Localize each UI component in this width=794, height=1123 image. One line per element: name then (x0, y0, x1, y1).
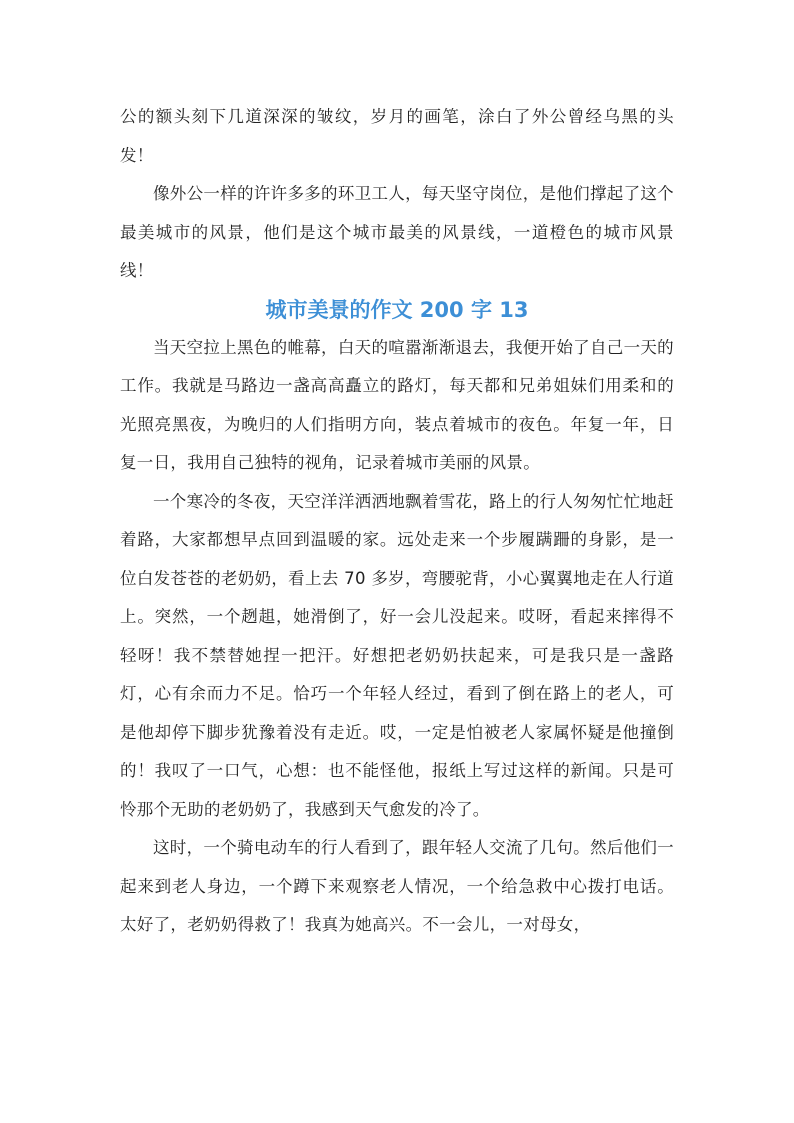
document-page (120, 98, 674, 945)
paragraph-continuation: 公的额头刻下几道深深的皱纹，岁月的画笔，涂白了外公曾经乌黑的头发！ (120, 107, 674, 165)
article-title: 城市美景的作文 200 字 13 (265, 297, 529, 322)
paragraph-winter-night: 一个寒冷的冬夜，天空洋洋洒洒地飘着雪花，路上的行人匆匆忙忙地赶着路，大家都想早点回到温暖的家。远处走来一个步履蹒跚的身影，是一位白发苍苍的老奶奶，看上去 70 多岁，弯腰驼背，小心翼翼地走在人行道上。突然，一个趔趄，她滑倒了，好一会儿没起来。哎呀，看起来摔得不轻呀！我不禁替她捏一把汗。好想把老奶奶扶起来，可是我只是一盏路灯，心有余而力不足。恰巧一个年轻人经过，看到了倒在路上的老人，可是他却停下脚步犹豫着没有走近。哎，一定是怕被老人家属怀疑是他撞倒的！我叹了一口气，心想：也不能怪他，报纸上写过这样的新闻。只是可怜那个无助的老奶奶了，我感到天气愈发的冷了。 (120, 491, 674, 819)
paragraph-streetlight-intro: 当天空拉上黑色的帷幕，白天的喧嚣渐渐退去，我便开始了自己一天的工作。我就是马路边一盏高高矗立的路灯，每天都和兄弟姐妹们用柔和的光照亮黑夜，为晚归的人们指明方向，装点着城市的夜色。年复一年，日复一日，我用自己独特的视角，记录着城市美丽的风景。 (120, 337, 674, 472)
paragraph-rescue: 这时，一个骑电动车的行人看到了，跟年轻人交流了几句。然后他们一起来到老人身边，一个蹲下来观察老人情况，一个给急救中心拨打电话。太好了，老奶奶得救了！我真为她高兴。不一会儿，一对母女， (120, 838, 674, 934)
paragraph-sanitation-workers: 像外公一样的许许多多的环卫工人，每天坚守岗位，是他们撑起了这个最美城市的风景，他们是这个城市最美的风景线，一道橙色的城市风景线！ (120, 184, 674, 280)
